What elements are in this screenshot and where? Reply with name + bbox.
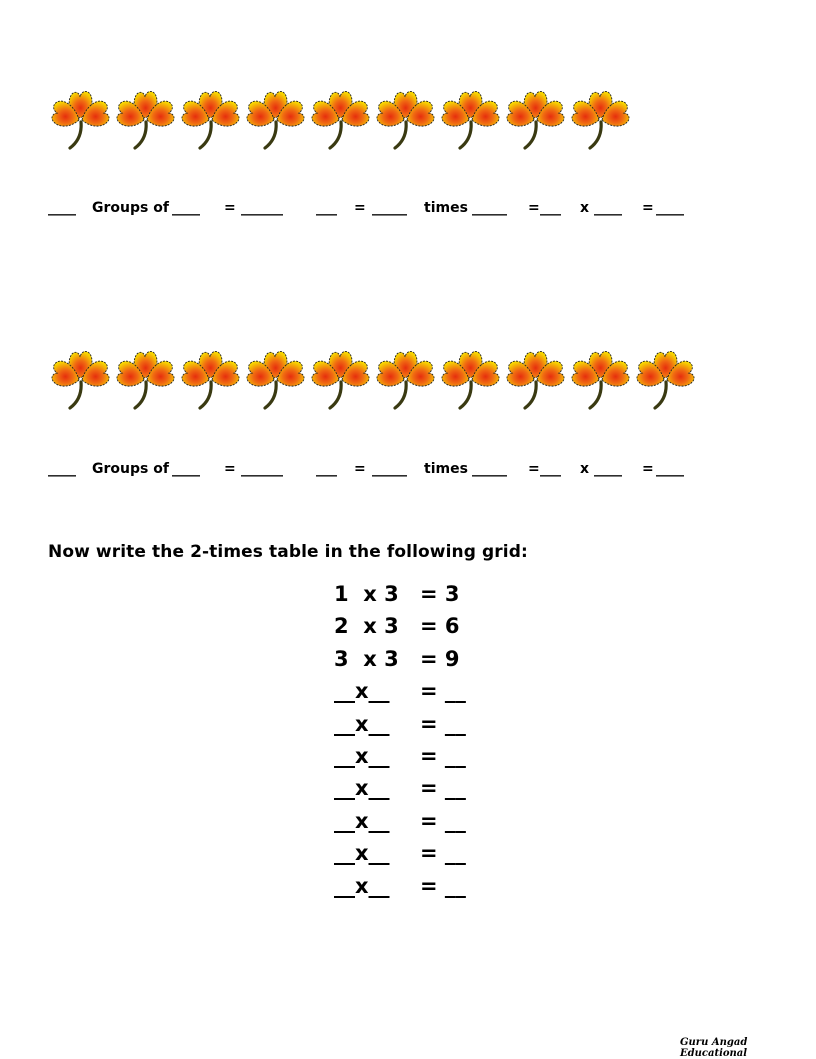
table-row-lhs: 1 x 3 xyxy=(334,582,399,606)
table-row-rhs[interactable]: = __ xyxy=(420,841,466,866)
blank[interactable]: ____ xyxy=(48,200,76,216)
table-row-lhs[interactable]: __x__ xyxy=(334,679,390,704)
table-row-lhs[interactable]: __x__ xyxy=(334,841,390,866)
table-row-lhs[interactable]: __x__ xyxy=(334,711,390,736)
table-row-rhs: = 9 xyxy=(420,646,460,671)
table-row-rhs[interactable]: = __ xyxy=(420,743,466,768)
blank[interactable]: ____ xyxy=(48,461,76,477)
table-row-lhs[interactable]: __x__ xyxy=(334,743,390,768)
table-row-rhs: = 3 xyxy=(420,582,460,606)
blank[interactable]: ____ xyxy=(594,200,622,216)
equals-sign: = xyxy=(528,461,540,477)
table-row xyxy=(334,841,494,873)
times-table-grid xyxy=(334,582,494,906)
equals-sign: = xyxy=(528,200,540,216)
blank[interactable]: _____ xyxy=(372,461,407,477)
groups-of-label: Groups of xyxy=(92,200,169,216)
footer-credit: Guru Angad Educational xyxy=(680,1037,748,1059)
equals-sign: = xyxy=(642,461,654,477)
clover-icon xyxy=(568,344,633,414)
table-row-rhs[interactable]: = __ xyxy=(420,776,466,801)
equals-sign: = xyxy=(354,461,366,477)
table-row-rhs[interactable]: = __ xyxy=(420,873,466,898)
table-row-lhs: 2 x 3 xyxy=(334,614,399,639)
blank[interactable]: ___ xyxy=(316,200,337,216)
clover-icon xyxy=(243,84,308,154)
table-row-lhs[interactable]: __x__ xyxy=(334,873,390,898)
table-row xyxy=(334,744,494,776)
blank[interactable]: ___ xyxy=(540,461,561,477)
blank[interactable]: _____ xyxy=(472,200,507,216)
clover-icon xyxy=(243,344,308,414)
blank[interactable]: ____ xyxy=(656,461,684,477)
clover-icon xyxy=(48,344,113,414)
clover-icon xyxy=(113,344,178,414)
table-row xyxy=(334,809,494,841)
multiply-sign: x xyxy=(580,461,590,477)
table-row xyxy=(334,874,494,906)
blank[interactable]: ______ xyxy=(241,461,283,477)
table-row-rhs: = 6 xyxy=(420,614,460,639)
blank[interactable]: ___ xyxy=(316,461,337,477)
clover-row-2 xyxy=(48,344,698,414)
clover-icon xyxy=(308,84,373,154)
blank[interactable]: ____ xyxy=(594,461,622,477)
clover-icon xyxy=(633,344,698,414)
equals-sign: = xyxy=(224,461,236,477)
clover-icon xyxy=(178,344,243,414)
blank[interactable]: ___ xyxy=(540,200,561,216)
table-row xyxy=(334,647,494,679)
clover-icon xyxy=(113,84,178,154)
blank[interactable]: ____ xyxy=(172,200,200,216)
table-row xyxy=(334,614,494,646)
table-row-rhs[interactable]: = __ xyxy=(420,711,466,736)
clover-icon xyxy=(438,84,503,154)
multiply-sign: x xyxy=(580,200,590,216)
equals-sign: = xyxy=(642,200,654,216)
table-row-rhs[interactable]: = __ xyxy=(420,679,466,704)
table-row xyxy=(334,712,494,744)
equals-sign: = xyxy=(224,200,236,216)
clover-row-1 xyxy=(48,84,633,154)
groups-of-label: Groups of xyxy=(92,461,169,477)
clover-icon xyxy=(178,84,243,154)
clover-icon xyxy=(308,344,373,414)
table-row-lhs[interactable]: __x__ xyxy=(334,808,390,833)
equation-line-2 xyxy=(48,461,708,483)
blank[interactable]: _____ xyxy=(472,461,507,477)
table-row-lhs[interactable]: __x__ xyxy=(334,776,390,801)
equals-sign: = xyxy=(354,200,366,216)
table-row-lhs: 3 x 3 xyxy=(334,646,399,671)
clover-icon xyxy=(568,84,633,154)
blank[interactable]: _____ xyxy=(372,200,407,216)
blank[interactable]: ____ xyxy=(656,200,684,216)
clover-icon xyxy=(438,344,503,414)
table-row xyxy=(334,679,494,711)
equation-line-1 xyxy=(48,200,708,222)
clover-icon xyxy=(503,84,568,154)
clover-icon xyxy=(503,344,568,414)
blank[interactable]: ______ xyxy=(241,200,283,216)
table-row xyxy=(334,582,494,614)
clover-icon xyxy=(48,84,113,154)
table-row xyxy=(334,776,494,808)
times-label: times xyxy=(424,461,468,477)
blank[interactable]: ____ xyxy=(172,461,200,477)
table-row-rhs[interactable]: = __ xyxy=(420,808,466,833)
instruction-text: Now write the 2-times table in the following grid: xyxy=(48,542,528,562)
clover-icon xyxy=(373,84,438,154)
clover-icon xyxy=(373,344,438,414)
times-label: times xyxy=(424,200,468,216)
